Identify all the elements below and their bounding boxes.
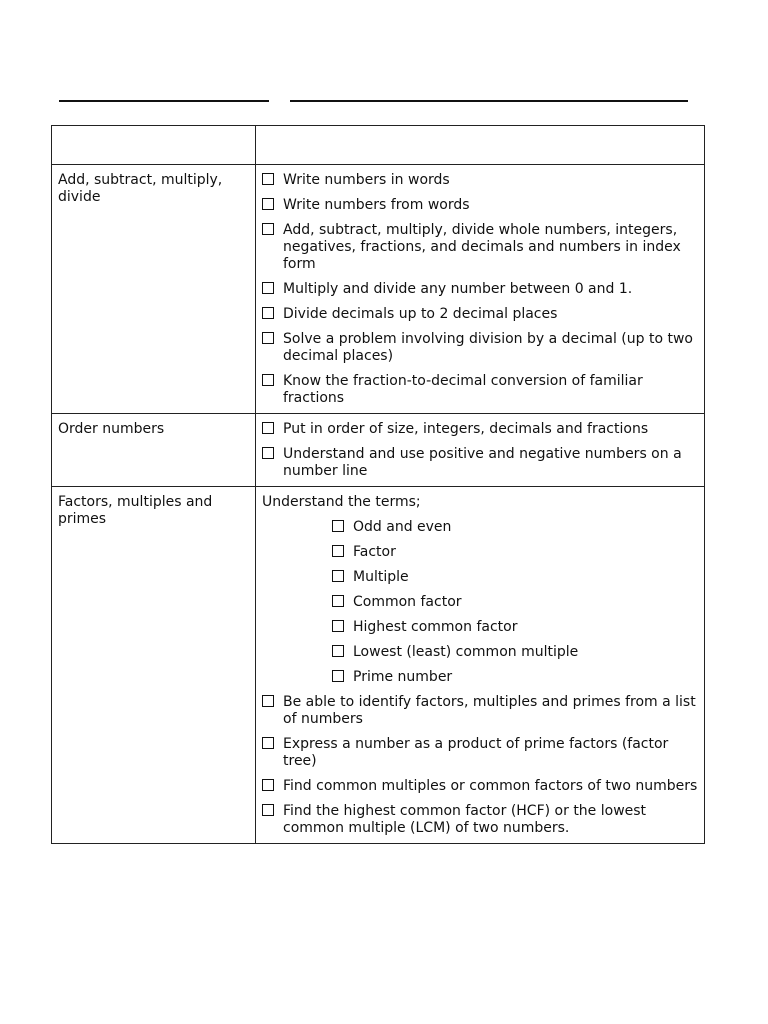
checkbox[interactable]	[262, 173, 274, 185]
checklist-item	[262, 736, 698, 770]
item-text: Express a number as a product of prime factors (factor tree)	[283, 736, 669, 769]
checkbox[interactable]	[332, 620, 344, 632]
checklist-item	[262, 306, 698, 323]
checklist-item	[262, 373, 698, 407]
terms-list	[262, 519, 698, 686]
checklist-item	[262, 446, 698, 480]
item-text: Divide decimals up to 2 decimal places	[283, 306, 558, 322]
item-text: Find the highest common factor (HCF) or the lowest common multiple (LCM) of two numbers.	[283, 803, 647, 836]
term-text: Odd and even	[353, 519, 452, 535]
title-line	[290, 100, 688, 102]
checklist-item	[262, 421, 698, 438]
checkbox[interactable]	[332, 595, 344, 607]
checkbox[interactable]	[262, 804, 274, 816]
item-text: Write numbers from words	[283, 197, 470, 213]
checklist-item	[262, 803, 698, 837]
term-item	[332, 669, 698, 686]
checkbox[interactable]	[262, 695, 274, 707]
checkbox[interactable]	[262, 422, 274, 434]
topic-cell: Add, subtract, multiply, divide	[52, 165, 256, 414]
item-text: Put in order of size, integers, decimals and fractions	[283, 421, 649, 437]
table-row	[52, 414, 705, 487]
term-item	[332, 519, 698, 536]
checklist-item	[262, 281, 698, 298]
checklist-item	[262, 222, 698, 273]
checklist-item	[262, 172, 698, 189]
item-text: Write numbers in words	[283, 172, 450, 188]
checkbox[interactable]	[262, 332, 274, 344]
skills-cell	[256, 165, 705, 414]
item-text: Multiply and divide any number between 0 and 1.	[283, 281, 633, 297]
term-text: Factor	[353, 544, 396, 560]
term-text: Common factor	[353, 594, 462, 610]
item-text: Be able to identify factors, multiples and primes from a list of numbers	[283, 694, 696, 727]
term-text: Prime number	[353, 669, 453, 685]
table-row	[52, 487, 705, 844]
checkbox[interactable]	[262, 447, 274, 459]
table-row	[52, 165, 705, 414]
checkbox[interactable]	[262, 779, 274, 791]
item-text: Know the fraction-to-decimal conversion of familiar fractions	[283, 373, 643, 406]
topic-cell: Factors, multiples and primes	[52, 487, 256, 844]
checklist-item	[262, 694, 698, 728]
term-item	[332, 594, 698, 611]
term-item	[332, 544, 698, 561]
term-text: Highest common factor	[353, 619, 518, 635]
header-cell-skills	[256, 126, 705, 165]
checkbox[interactable]	[262, 282, 274, 294]
checklist-item	[262, 331, 698, 365]
topic-cell: Order numbers	[52, 414, 256, 487]
item-text: Solve a problem involving division by a decimal (up to two decimal places)	[283, 331, 693, 364]
checkbox[interactable]	[262, 374, 274, 386]
checkbox[interactable]	[262, 198, 274, 210]
term-item	[332, 644, 698, 661]
checkbox[interactable]	[262, 223, 274, 235]
checkbox[interactable]	[332, 545, 344, 557]
name-line	[59, 100, 269, 102]
checklist-item	[262, 197, 698, 214]
header-cell-topic	[52, 126, 256, 165]
item-text: Add, subtract, multiply, divide whole numbers, integers, negatives, fractions, and decimals and numbers in index form	[283, 222, 681, 272]
checkbox[interactable]	[332, 570, 344, 582]
checkbox[interactable]	[332, 670, 344, 682]
checkbox[interactable]	[332, 520, 344, 532]
term-text: Lowest (least) common multiple	[353, 644, 579, 660]
table-header-row	[52, 126, 705, 165]
term-text: Multiple	[353, 569, 409, 585]
term-item	[332, 569, 698, 586]
skills-cell	[256, 414, 705, 487]
item-text: Understand and use positive and negative numbers on a number line	[283, 446, 682, 479]
checkbox[interactable]	[262, 307, 274, 319]
skills-cell	[256, 487, 705, 844]
terms-intro: Understand the terms;	[262, 494, 421, 510]
checklist-table	[51, 125, 705, 844]
checkbox[interactable]	[332, 645, 344, 657]
checklist-item	[262, 778, 698, 795]
checkbox[interactable]	[262, 737, 274, 749]
item-text: Find common multiples or common factors of two numbers	[283, 778, 698, 794]
term-item	[332, 619, 698, 636]
